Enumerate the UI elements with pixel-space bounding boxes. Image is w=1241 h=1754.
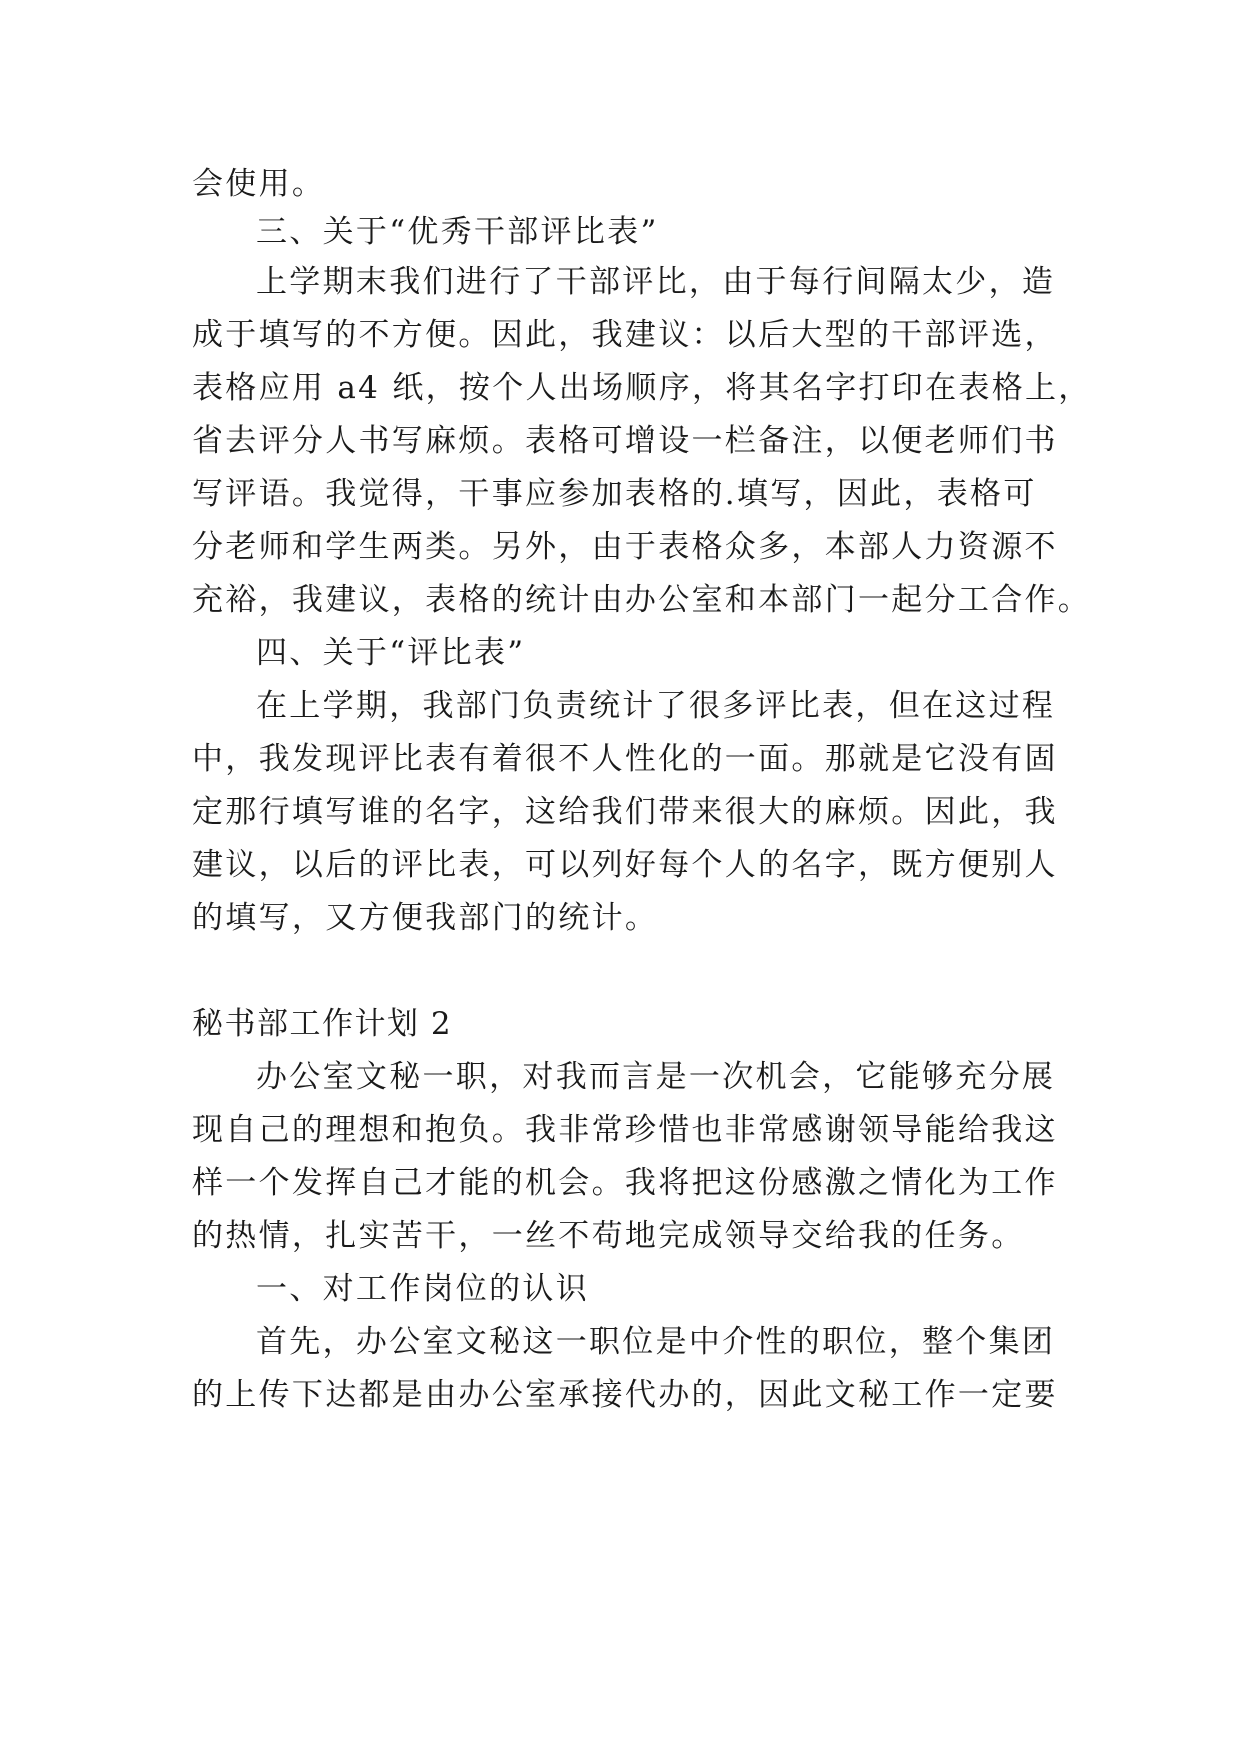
paragraph-line: 现自己的理想和抱负。我非常珍惜也非常感谢领导能给我这 [192,1112,1058,1148]
paragraph-line: 的填写，又方便我部门的统计。 [192,900,659,936]
section-heading: 一、对工作岗位的认识 [256,1271,589,1307]
paragraph-line: 办公室文秘一职，对我而言是一次机会，它能够充分展 [256,1059,1056,1095]
paragraph-line: 成于填写的不方便。因此，我建议：以后大型的干部评选， [192,317,1058,353]
paragraph-line: 分老师和学生两类。另外，由于表格众多，本部人力资源不 [192,529,1058,565]
document-title: 秘书部工作计划 2 [192,1006,453,1042]
paragraph-line: 建议，以后的评比表，可以列好每个人的名字，既方便别人 [192,847,1058,883]
paragraph-line: 会使用。 [192,166,326,202]
paragraph-line: 表格应用 a4 纸，按个人出场顺序，将其名字打印在表格上， [192,370,1092,406]
paragraph-line: 在上学期，我部门负责统计了很多评比表，但在这过程 [256,688,1056,724]
paragraph-line: 上学期末我们进行了干部评比，由于每行间隔太少，造 [256,264,1056,300]
paragraph-line: 样一个发挥自己才能的机会。我将把这份感激之情化为工作 [192,1165,1058,1201]
paragraph-line: 中，我发现评比表有着很不人性化的一面。那就是它没有固 [192,741,1058,777]
section-heading: 三、关于“优秀干部评比表” [256,214,659,250]
paragraph-line: 写评语。我觉得，干事应参加表格的.填写，因此，表格可 [192,476,1037,512]
paragraph-line: 定那行填写谁的名字，这给我们带来很大的麻烦。因此，我 [192,794,1058,830]
section-heading: 四、关于“评比表” [256,635,526,671]
paragraph-line: 省去评分人书写麻烦。表格可增设一栏备注，以便老师们书 [192,423,1058,459]
paragraph-line: 首先，办公室文秘这一职位是中介性的职位，整个集团 [256,1324,1056,1360]
paragraph-line: 的上传下达都是由办公室承接代办的，因此文秘工作一定要 [192,1377,1058,1413]
paragraph-line: 的热情，扎实苦干，一丝不苟地完成领导交给我的任务。 [192,1218,1025,1254]
paragraph-line: 充裕，我建议，表格的统计由办公室和本部门一起分工合作。 [192,582,1092,618]
